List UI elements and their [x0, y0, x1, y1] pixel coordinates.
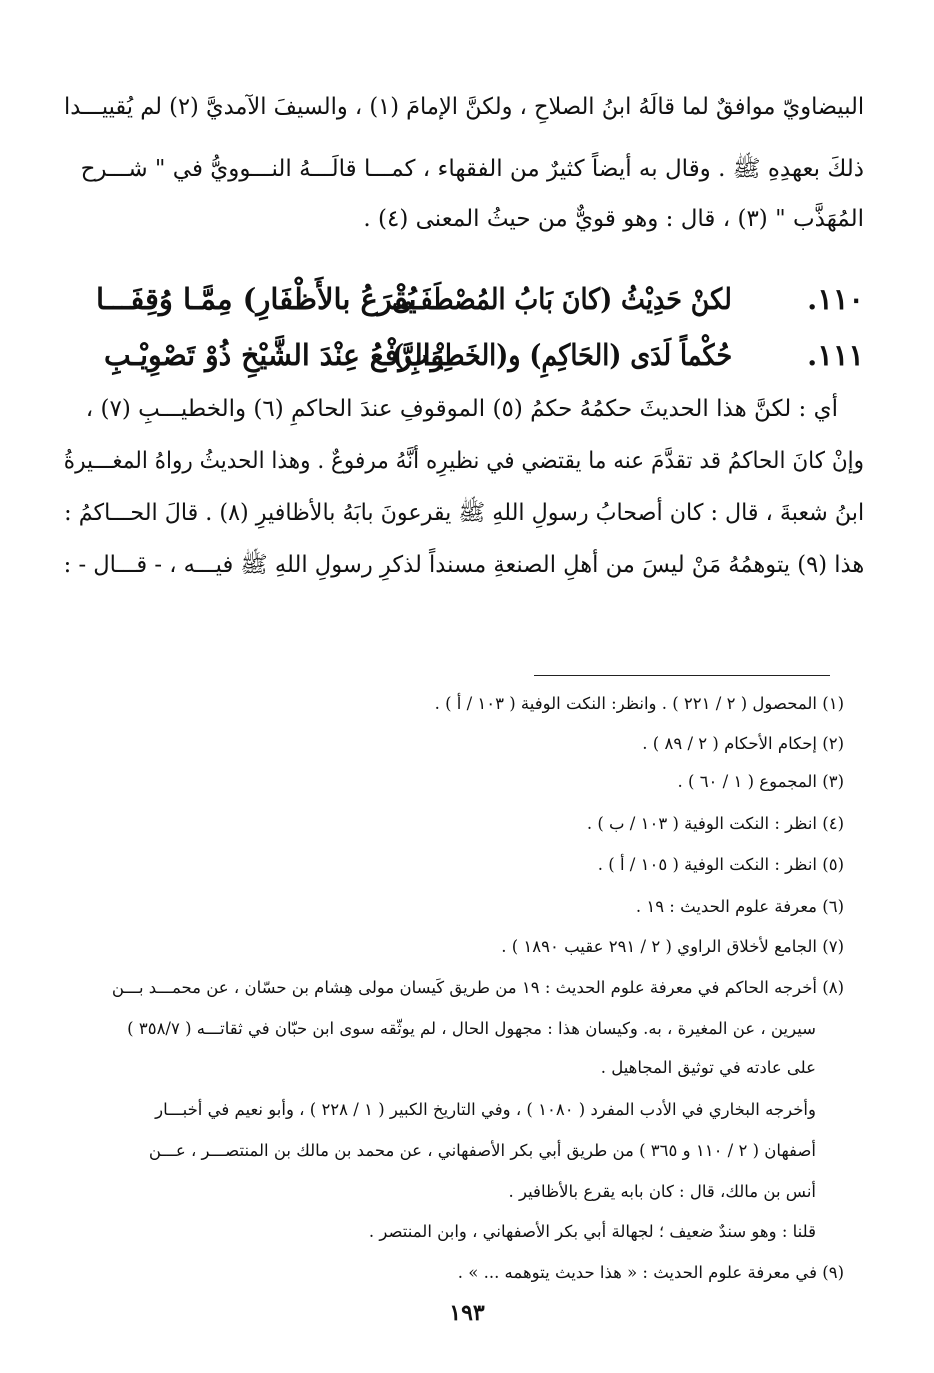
body-line: وإنْ كانَ الحاكمُ قد تقدَّمَ عنه ما يقتضي في نظيرِه أنَّهُ مرفوعٌ . وهذا الحديثُ رواهُ المغـــيرةُ: [63, 448, 864, 474]
footnote: (٨) أخرجه الحاكم في معرفة علوم الحديث : ١٩ من طريق كَيسان مولى هِشام بن حسّان ، عن محمـــد بـــن: [111, 978, 844, 997]
verse-first-hemistich: حُكْماً لَدَى (الحَاكِمِ) و(الخَطِيْـبِ): [391, 338, 732, 372]
footnote: (٥) انظر : النكت الوفية ( ١٠٥ / أ ) .: [597, 855, 844, 874]
footnote: (٧) الجامع لأخلاق الراوي ( ٢ / ٢٩١ عقيب ١٨٩٠ ) .: [501, 937, 844, 956]
body-line: ابنُ شعبةَ ، قال : كان أصحابُ رسولِ اللهِ ﷺ يقرعونَ بابَهُ بالأظافيرِ (٨) . قالَ الحـــاكمُ :: [64, 500, 865, 526]
verse-second-hemistich: وَالرَّفْعُ عِنْدَ الشَّيْخِ ذُوْ تَصْوِيْـبِ: [104, 338, 445, 372]
footnote: (٣) المجموع ( ١ / ٦٠ ) .: [677, 772, 844, 791]
body-line: المُهَذَّب " (٣) ، قال : وهو قويٌّ من حيثُ المعنى (٤) .: [363, 206, 864, 232]
verse-second-hemistich: يُقْرَعُ بالأَظْفَارِ) مِمَّـا وُقِفَـــا: [96, 282, 417, 316]
footnote: (٦) معرفة علوم الحديث : ١٩ .: [635, 897, 844, 916]
footnote-separator: [534, 675, 830, 676]
footnote-continuation: وأخرجه البخاري في الأدب المفرد ( ١٠٨٠ ) ، وفي التاريخ الكبير ( ١ / ٢٢٨ ) ، وأبو نعيم في أخبـــار: [155, 1100, 816, 1119]
footnote-continuation: أصفهان ( ٢ / ١١٠ و ٣٦٥ ) من طريق أبي بكر الأصفهاني ، عن محمد بن مالك بن المنتصـــر ، عـــن: [148, 1141, 816, 1160]
verse-number: ١١٠.: [807, 282, 864, 316]
footnote-continuation: سيرين ، عن المغيرة ، به. وكيسان هذا : مجهول الحال ، لم يوثّقه سوى ابن حبّان في ثقاتـــه ( ٣٥٨/٧ ): [127, 1019, 816, 1038]
footnote-continuation: قلنا : وهو سندٌ ضعيف ؛ لجهالة أبي بكر الأصفهاني ، وابن المنتصر .: [368, 1222, 816, 1241]
body-line: ذلكَ بعهدِهِ ﷺ . وقال به أيضاً كثيرٌ من الفقهاء ، كمـــا قالَـــهُ النـــوويُّ في " شـــرح: [80, 156, 864, 182]
footnote-continuation: على عادته في توثيق المجاهيل .: [600, 1058, 816, 1077]
footnote: (٢) إحكام الأحكام ( ٢ / ٨٩ ) .: [642, 734, 844, 753]
page-number: ١٩٣: [449, 1300, 485, 1326]
footnote-continuation: أنس بن مالك، قال : كان بابه يقرع بالأظافير .: [508, 1182, 816, 1201]
body-line: البيضاويّ موافقٌ لما قالَهُ ابنُ الصلاحِ ، ولكنَّ الإمامَ (١) ، والسيفَ الآمديَّ (٢) لم يُقييـــدا: [63, 94, 864, 120]
body-line: هذا (٩) يتوهمُهُ مَنْ ليسَ من أهلِ الصنعةِ مسنداً لذكرِ رسولِ اللهِ ﷺ فيـــه ، - قـــال - :: [63, 552, 864, 578]
body-line: أي : لكنَّ هذا الحديثَ حكمُهُ حكمُ (٥) الموقوفِ عندَ الحاكمِ (٦) والخطيـــبِ (٧) ،: [85, 396, 838, 422]
footnote: (٤) انظر : النكت الوفية ( ١٠٣ / ب ) .: [586, 814, 844, 833]
verse-number: ١١١.: [807, 338, 864, 372]
footnote: (٩) في معرفة علوم الحديث : « هذا حديث يتوهمه ... » .: [457, 1263, 844, 1282]
footnote: (١) المحصول ( ٢ / ٢٢١ ) . وانظر: النكت الوفية ( ١٠٣ / أ ) .: [434, 694, 844, 713]
verse-first-hemistich: لكنْ حَدِيْثُ (كانَ بَابُ المُصْطَفَـى: [392, 282, 732, 316]
